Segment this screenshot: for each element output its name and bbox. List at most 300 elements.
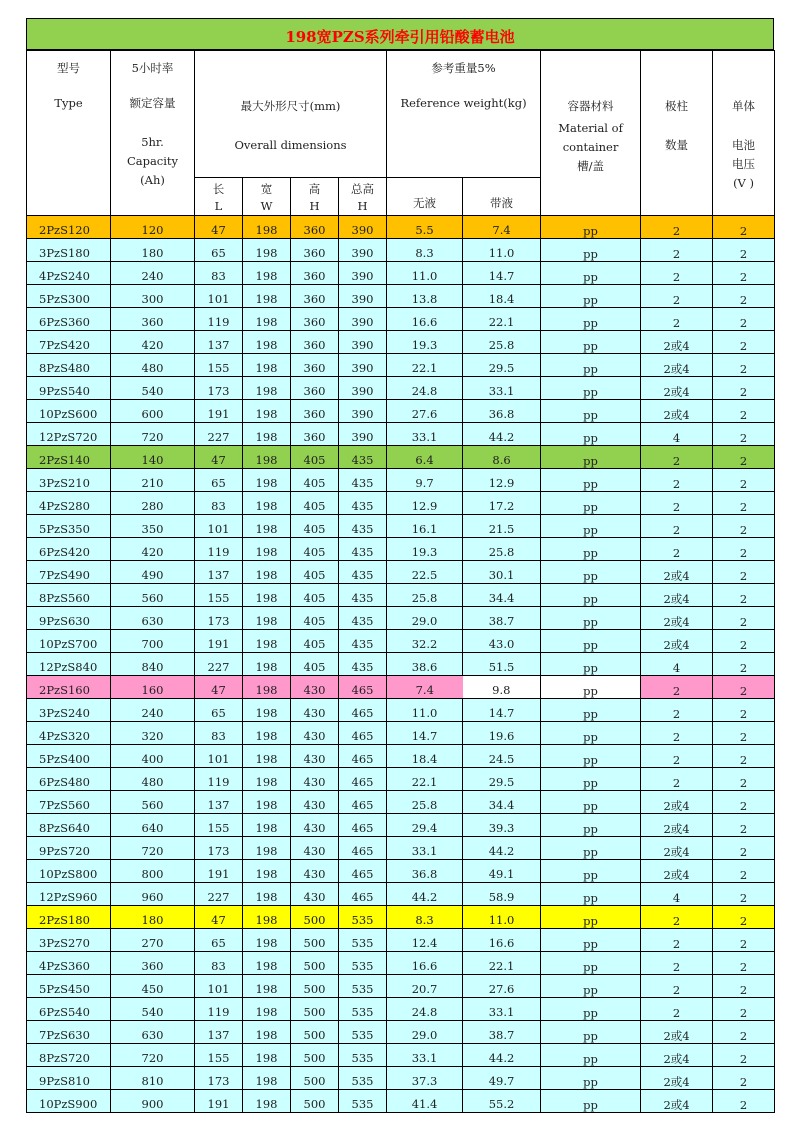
width-cell: 198: [243, 860, 291, 883]
height-cell: 405: [291, 538, 339, 561]
wet-weight-cell: 38.7: [463, 607, 541, 630]
poles-cell: 2: [641, 239, 713, 262]
total-height-cell: 390: [339, 400, 387, 423]
wet-weight-cell: 24.5: [463, 745, 541, 768]
table-row: [27, 1021, 775, 1044]
table-row: [27, 630, 775, 653]
voltage-cell: 2: [713, 1067, 775, 1090]
model-cell: 4PzS360: [27, 952, 111, 975]
wet-weight-cell: 51.5: [463, 653, 541, 676]
total-height-cell: 535: [339, 906, 387, 929]
width-cell: 198: [243, 492, 291, 515]
poles-cell: 2或4: [641, 331, 713, 354]
table-row: [27, 1090, 775, 1113]
voltage-cell: 2: [713, 653, 775, 676]
height-cell: 430: [291, 745, 339, 768]
poles-cell: 2: [641, 745, 713, 768]
length-cell: 137: [195, 1021, 243, 1044]
wet-weight-cell: 21.5: [463, 515, 541, 538]
height-cell: 500: [291, 998, 339, 1021]
model-cell: 6PzS360: [27, 308, 111, 331]
material-cell: pp: [541, 722, 641, 745]
voltage-cell: 2: [713, 745, 775, 768]
capacity-cell: 560: [111, 791, 195, 814]
total-height-cell: 390: [339, 423, 387, 446]
wet-weight-cell: 33.1: [463, 998, 541, 1021]
table-row: [27, 515, 775, 538]
wet-weight-cell: 49.7: [463, 1067, 541, 1090]
voltage-cell: 2: [713, 837, 775, 860]
voltage-cell: 2: [713, 469, 775, 492]
model-cell: 3PzS210: [27, 469, 111, 492]
voltage-cell: 2: [713, 377, 775, 400]
dry-weight-cell: 29.4: [387, 814, 463, 837]
header-width: 宽 W: [243, 178, 291, 216]
total-height-cell: 535: [339, 952, 387, 975]
model-cell: 5PzS300: [27, 285, 111, 308]
model-cell: 6PzS420: [27, 538, 111, 561]
header-voltage: 单体 电池 电压 (V ): [713, 51, 775, 216]
dry-weight-cell: 32.2: [387, 630, 463, 653]
model-cell: 12PzS960: [27, 883, 111, 906]
capacity-cell: 960: [111, 883, 195, 906]
length-cell: 173: [195, 1067, 243, 1090]
material-cell: pp: [541, 814, 641, 837]
poles-cell: 2: [641, 952, 713, 975]
length-cell: 227: [195, 423, 243, 446]
capacity-cell: 810: [111, 1067, 195, 1090]
wet-weight-cell: 38.7: [463, 1021, 541, 1044]
model-cell: 2PzS160: [27, 676, 111, 699]
length-cell: 65: [195, 929, 243, 952]
voltage-cell: 2: [713, 308, 775, 331]
wet-weight-cell: 44.2: [463, 423, 541, 446]
capacity-cell: 120: [111, 216, 195, 239]
total-height-cell: 390: [339, 354, 387, 377]
model-cell: 9PzS720: [27, 837, 111, 860]
total-height-cell: 435: [339, 584, 387, 607]
wet-weight-cell: 11.0: [463, 239, 541, 262]
total-height-cell: 390: [339, 216, 387, 239]
voltage-cell: 2: [713, 216, 775, 239]
wet-weight-cell: 19.6: [463, 722, 541, 745]
height-cell: 500: [291, 952, 339, 975]
dry-weight-cell: 22.1: [387, 354, 463, 377]
capacity-cell: 420: [111, 331, 195, 354]
material-cell: pp: [541, 561, 641, 584]
voltage-cell: 2: [713, 239, 775, 262]
length-cell: 65: [195, 699, 243, 722]
width-cell: 198: [243, 239, 291, 262]
poles-cell: 2: [641, 308, 713, 331]
width-cell: 198: [243, 699, 291, 722]
wet-weight-cell: 34.4: [463, 791, 541, 814]
width-cell: 198: [243, 1044, 291, 1067]
table-row: [27, 745, 775, 768]
voltage-cell: 2: [713, 561, 775, 584]
voltage-cell: 2: [713, 262, 775, 285]
wet-weight-cell: 39.3: [463, 814, 541, 837]
dry-weight-cell: 24.8: [387, 998, 463, 1021]
height-cell: 405: [291, 446, 339, 469]
poles-cell: 2或4: [641, 400, 713, 423]
poles-cell: 2: [641, 699, 713, 722]
height-cell: 500: [291, 975, 339, 998]
capacity-cell: 900: [111, 1090, 195, 1113]
model-cell: 8PzS560: [27, 584, 111, 607]
material-cell: pp: [541, 446, 641, 469]
voltage-cell: 2: [713, 492, 775, 515]
voltage-cell: 2: [713, 1090, 775, 1113]
model-cell: 8PzS720: [27, 1044, 111, 1067]
length-cell: 47: [195, 906, 243, 929]
dry-weight-cell: 27.6: [387, 400, 463, 423]
material-cell: pp: [541, 630, 641, 653]
material-cell: pp: [541, 1090, 641, 1113]
dry-weight-cell: 7.4: [387, 676, 463, 699]
total-height-cell: 435: [339, 515, 387, 538]
material-cell: pp: [541, 791, 641, 814]
material-cell: pp: [541, 377, 641, 400]
model-cell: 9PzS810: [27, 1067, 111, 1090]
width-cell: 198: [243, 814, 291, 837]
model-cell: 8PzS640: [27, 814, 111, 837]
table-row: [27, 699, 775, 722]
material-cell: pp: [541, 400, 641, 423]
header-wet-weight: 带液: [463, 178, 541, 216]
poles-cell: 4: [641, 653, 713, 676]
material-cell: pp: [541, 906, 641, 929]
width-cell: 198: [243, 285, 291, 308]
table-row: [27, 561, 775, 584]
height-cell: 360: [291, 354, 339, 377]
height-cell: 405: [291, 469, 339, 492]
capacity-cell: 320: [111, 722, 195, 745]
wet-weight-cell: 36.8: [463, 400, 541, 423]
total-height-cell: 465: [339, 722, 387, 745]
capacity-cell: 180: [111, 239, 195, 262]
table-row: [27, 538, 775, 561]
wet-weight-cell: 14.7: [463, 699, 541, 722]
width-cell: 198: [243, 607, 291, 630]
width-cell: 198: [243, 837, 291, 860]
material-cell: pp: [541, 768, 641, 791]
table-row: [27, 791, 775, 814]
width-cell: 198: [243, 538, 291, 561]
capacity-cell: 280: [111, 492, 195, 515]
height-cell: 430: [291, 676, 339, 699]
height-cell: 360: [291, 331, 339, 354]
model-cell: 3PzS240: [27, 699, 111, 722]
total-height-cell: 465: [339, 768, 387, 791]
model-cell: 5PzS450: [27, 975, 111, 998]
poles-cell: 2或4: [641, 630, 713, 653]
capacity-cell: 630: [111, 1021, 195, 1044]
height-cell: 430: [291, 722, 339, 745]
dry-weight-cell: 29.0: [387, 1021, 463, 1044]
width-cell: 198: [243, 446, 291, 469]
header-height: 高 H: [291, 178, 339, 216]
length-cell: 47: [195, 216, 243, 239]
height-cell: 430: [291, 883, 339, 906]
wet-weight-cell: 14.7: [463, 262, 541, 285]
capacity-cell: 720: [111, 1044, 195, 1067]
poles-cell: 2: [641, 446, 713, 469]
poles-cell: 2: [641, 538, 713, 561]
model-cell: 10PzS800: [27, 860, 111, 883]
material-cell: pp: [541, 515, 641, 538]
material-cell: pp: [541, 607, 641, 630]
capacity-cell: 180: [111, 906, 195, 929]
voltage-cell: 2: [713, 975, 775, 998]
wet-weight-cell: 8.6: [463, 446, 541, 469]
dry-weight-cell: 38.6: [387, 653, 463, 676]
material-cell: pp: [541, 354, 641, 377]
wet-weight-cell: 27.6: [463, 975, 541, 998]
height-cell: 360: [291, 239, 339, 262]
dry-weight-cell: 8.3: [387, 906, 463, 929]
table-row: [27, 1044, 775, 1067]
voltage-cell: 2: [713, 423, 775, 446]
wet-weight-cell: 9.8: [463, 676, 541, 699]
model-cell: 5PzS350: [27, 515, 111, 538]
height-cell: 405: [291, 630, 339, 653]
total-height-cell: 435: [339, 630, 387, 653]
dry-weight-cell: 44.2: [387, 883, 463, 906]
poles-cell: 2或4: [641, 354, 713, 377]
voltage-cell: 2: [713, 906, 775, 929]
material-cell: pp: [541, 285, 641, 308]
header-dry-weight: 无液: [387, 178, 463, 216]
height-cell: 500: [291, 929, 339, 952]
header-capacity: 5小时率 额定容量 5hr. Capacity (Ah): [111, 51, 195, 216]
wet-weight-cell: 43.0: [463, 630, 541, 653]
capacity-cell: 720: [111, 423, 195, 446]
capacity-cell: 240: [111, 699, 195, 722]
table-row: [27, 239, 775, 262]
total-height-cell: 465: [339, 676, 387, 699]
width-cell: 198: [243, 400, 291, 423]
length-cell: 155: [195, 814, 243, 837]
model-cell: 5PzS400: [27, 745, 111, 768]
material-cell: pp: [541, 584, 641, 607]
voltage-cell: 2: [713, 446, 775, 469]
poles-cell: 2或4: [641, 377, 713, 400]
width-cell: 198: [243, 1090, 291, 1113]
voltage-cell: 2: [713, 331, 775, 354]
poles-cell: 2: [641, 676, 713, 699]
table-row: [27, 676, 775, 699]
voltage-cell: 2: [713, 400, 775, 423]
dry-weight-cell: 18.4: [387, 745, 463, 768]
voltage-cell: 2: [713, 515, 775, 538]
capacity-cell: 270: [111, 929, 195, 952]
total-height-cell: 535: [339, 1021, 387, 1044]
length-cell: 119: [195, 998, 243, 1021]
poles-cell: 2或4: [641, 1021, 713, 1044]
wet-weight-cell: 33.1: [463, 377, 541, 400]
length-cell: 83: [195, 262, 243, 285]
poles-cell: 2或4: [641, 837, 713, 860]
material-cell: pp: [541, 998, 641, 1021]
model-cell: 9PzS540: [27, 377, 111, 400]
poles-cell: 2或4: [641, 791, 713, 814]
length-cell: 173: [195, 607, 243, 630]
capacity-cell: 560: [111, 584, 195, 607]
height-cell: 360: [291, 423, 339, 446]
dry-weight-cell: 8.3: [387, 239, 463, 262]
poles-cell: 2或4: [641, 1090, 713, 1113]
poles-cell: 2: [641, 929, 713, 952]
capacity-cell: 140: [111, 446, 195, 469]
height-cell: 430: [291, 791, 339, 814]
table-row: [27, 975, 775, 998]
voltage-cell: 2: [713, 814, 775, 837]
height-cell: 430: [291, 860, 339, 883]
model-cell: 9PzS630: [27, 607, 111, 630]
height-cell: 405: [291, 492, 339, 515]
wet-weight-cell: 22.1: [463, 952, 541, 975]
model-cell: 3PzS270: [27, 929, 111, 952]
material-cell: pp: [541, 262, 641, 285]
width-cell: 198: [243, 883, 291, 906]
voltage-cell: 2: [713, 607, 775, 630]
width-cell: 198: [243, 745, 291, 768]
width-cell: 198: [243, 584, 291, 607]
model-cell: 6PzS540: [27, 998, 111, 1021]
length-cell: 173: [195, 377, 243, 400]
wet-weight-cell: 49.1: [463, 860, 541, 883]
table-row: [27, 998, 775, 1021]
dry-weight-cell: 19.3: [387, 538, 463, 561]
total-height-cell: 535: [339, 975, 387, 998]
poles-cell: 2或4: [641, 1044, 713, 1067]
voltage-cell: 2: [713, 538, 775, 561]
material-cell: pp: [541, 423, 641, 446]
length-cell: 191: [195, 400, 243, 423]
voltage-cell: 2: [713, 952, 775, 975]
capacity-cell: 640: [111, 814, 195, 837]
poles-cell: 2: [641, 216, 713, 239]
width-cell: 198: [243, 722, 291, 745]
table-row: [27, 469, 775, 492]
capacity-cell: 300: [111, 285, 195, 308]
length-cell: 137: [195, 331, 243, 354]
capacity-cell: 540: [111, 377, 195, 400]
poles-cell: 2: [641, 515, 713, 538]
total-height-cell: 535: [339, 929, 387, 952]
height-cell: 360: [291, 308, 339, 331]
voltage-cell: 2: [713, 883, 775, 906]
material-cell: pp: [541, 1067, 641, 1090]
height-cell: 430: [291, 699, 339, 722]
model-cell: 6PzS480: [27, 768, 111, 791]
dry-weight-cell: 12.4: [387, 929, 463, 952]
poles-cell: 2: [641, 492, 713, 515]
capacity-cell: 490: [111, 561, 195, 584]
width-cell: 198: [243, 975, 291, 998]
header-length: 长 L: [195, 178, 243, 216]
dry-weight-cell: 14.7: [387, 722, 463, 745]
dry-weight-cell: 37.3: [387, 1067, 463, 1090]
spec-table: [26, 50, 775, 1113]
total-height-cell: 465: [339, 745, 387, 768]
dry-weight-cell: 29.0: [387, 607, 463, 630]
poles-cell: 2或4: [641, 1067, 713, 1090]
width-cell: 198: [243, 354, 291, 377]
total-height-cell: 465: [339, 791, 387, 814]
model-cell: 2PzS180: [27, 906, 111, 929]
table-row: [27, 952, 775, 975]
table-row: [27, 607, 775, 630]
table-row: [27, 377, 775, 400]
dry-weight-cell: 11.0: [387, 699, 463, 722]
height-cell: 500: [291, 1090, 339, 1113]
voltage-cell: 2: [713, 998, 775, 1021]
height-cell: 500: [291, 1067, 339, 1090]
dry-weight-cell: 11.0: [387, 262, 463, 285]
table-row: [27, 331, 775, 354]
width-cell: 198: [243, 998, 291, 1021]
model-cell: 10PzS700: [27, 630, 111, 653]
width-cell: 198: [243, 906, 291, 929]
height-cell: 405: [291, 561, 339, 584]
width-cell: 198: [243, 1021, 291, 1044]
wet-weight-cell: 17.2: [463, 492, 541, 515]
capacity-cell: 630: [111, 607, 195, 630]
table-row: [27, 906, 775, 929]
total-height-cell: 535: [339, 998, 387, 1021]
model-cell: 10PzS600: [27, 400, 111, 423]
dry-weight-cell: 19.3: [387, 331, 463, 354]
total-height-cell: 435: [339, 469, 387, 492]
dry-weight-cell: 24.8: [387, 377, 463, 400]
width-cell: 198: [243, 791, 291, 814]
height-cell: 405: [291, 584, 339, 607]
poles-cell: 2或4: [641, 607, 713, 630]
model-cell: 7PzS420: [27, 331, 111, 354]
header-type: 型号 Type: [27, 51, 111, 216]
width-cell: 198: [243, 515, 291, 538]
table-row: [27, 262, 775, 285]
dry-weight-cell: 20.7: [387, 975, 463, 998]
model-cell: 3PzS180: [27, 239, 111, 262]
voltage-cell: 2: [713, 354, 775, 377]
capacity-cell: 540: [111, 998, 195, 1021]
length-cell: 155: [195, 1044, 243, 1067]
wet-weight-cell: 30.1: [463, 561, 541, 584]
total-height-cell: 390: [339, 331, 387, 354]
total-height-cell: 435: [339, 607, 387, 630]
height-cell: 405: [291, 515, 339, 538]
wet-weight-cell: 25.8: [463, 331, 541, 354]
height-cell: 360: [291, 400, 339, 423]
wet-weight-cell: 22.1: [463, 308, 541, 331]
material-cell: pp: [541, 952, 641, 975]
height-cell: 500: [291, 1044, 339, 1067]
total-height-cell: 435: [339, 492, 387, 515]
model-cell: 7PzS560: [27, 791, 111, 814]
table-row: [27, 883, 775, 906]
poles-cell: 2: [641, 469, 713, 492]
material-cell: pp: [541, 331, 641, 354]
material-cell: pp: [541, 653, 641, 676]
voltage-cell: 2: [713, 699, 775, 722]
length-cell: 227: [195, 653, 243, 676]
total-height-cell: 535: [339, 1090, 387, 1113]
length-cell: 119: [195, 308, 243, 331]
dry-weight-cell: 16.6: [387, 308, 463, 331]
